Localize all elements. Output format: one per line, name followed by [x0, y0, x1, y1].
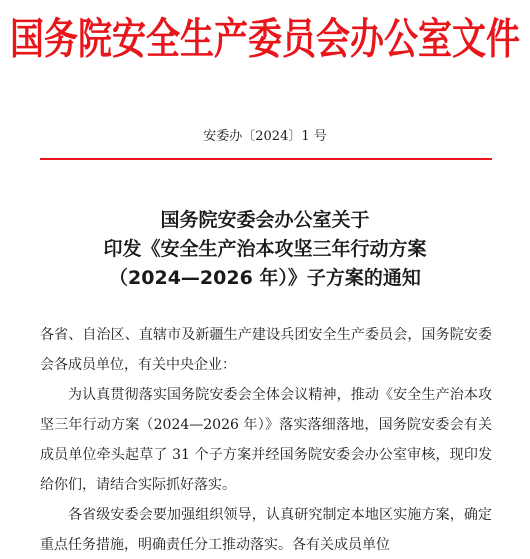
document-body	[40, 320, 492, 559]
red-separator-line	[40, 158, 492, 160]
document-title	[0, 206, 530, 293]
body-paragraph-1: 为认真贯彻落实国务院安委会全体会议精神，推动《安全生产治本攻坚三年行动方案（2024—2026 年）》落实落细落地，国务院安委会有关成员单位牵头起草了 31 个子方案并经国务院安委会办公室审核，现印发给你们，请结合实际抓好落实。	[40, 387, 492, 493]
title-line-1: 国务院安委会办公室关于	[160, 209, 370, 231]
document-number: 安委办〔2024〕1 号	[203, 129, 327, 144]
issuer-header: 国务院安全生产委员会办公室文件	[10, 14, 520, 65]
body-paragraph-2: 各省级安委会要加强组织领导，认真研究制定本地区实施方案，确定重点任务措施，明确责任分工推动落实。各有关成员单位	[40, 507, 492, 553]
title-line-3: （2024—2026 年）》子方案的通知	[109, 267, 421, 289]
recipients-paragraph: 各省、自治区、直辖市及新疆生产建设兵团安全生产委员会，国务院安委会各成员单位，有关中央企业：	[40, 327, 492, 373]
title-line-2: 印发《安全生产治本攻坚三年行动方案	[103, 238, 427, 260]
